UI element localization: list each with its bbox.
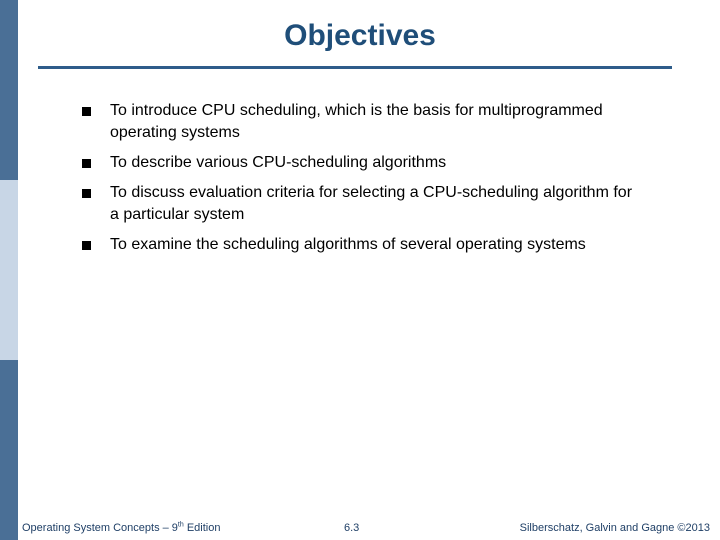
bullet-text: To discuss evaluation criteria for selecting a CPU-scheduling algorithm for a particular system (110, 184, 633, 223)
sidebar-stripe-light-segment (0, 180, 18, 360)
list-item (82, 152, 642, 174)
objectives-list (82, 100, 642, 264)
bullet-text: To examine the scheduling algorithms of several operating systems (110, 236, 586, 253)
sidebar-stripe (0, 0, 18, 540)
footer-copyright: Silberschatz, Galvin and Gagne ©2013 (519, 522, 710, 534)
list-item (82, 234, 642, 256)
list-item (82, 182, 642, 226)
list-item (82, 100, 642, 144)
title-divider (38, 66, 672, 69)
square-bullet-icon (82, 159, 91, 168)
footer-book-title-superscript: th (177, 521, 184, 529)
bullet-text: To describe various CPU-scheduling algorithms (110, 154, 447, 171)
footer-book-title-suffix: Edition (183, 522, 221, 534)
square-bullet-icon (82, 241, 91, 250)
square-bullet-icon (82, 189, 91, 198)
square-bullet-icon (82, 107, 91, 116)
bullet-text: To introduce CPU scheduling, which is the basis for multiprogrammed operating systems (110, 102, 603, 141)
footer-page-number: 6.3 (344, 522, 360, 534)
footer-book-title (22, 520, 220, 536)
slide-title: Objectives (284, 19, 436, 52)
footer-book-title-prefix: Operating System Concepts – 9 (22, 522, 178, 534)
